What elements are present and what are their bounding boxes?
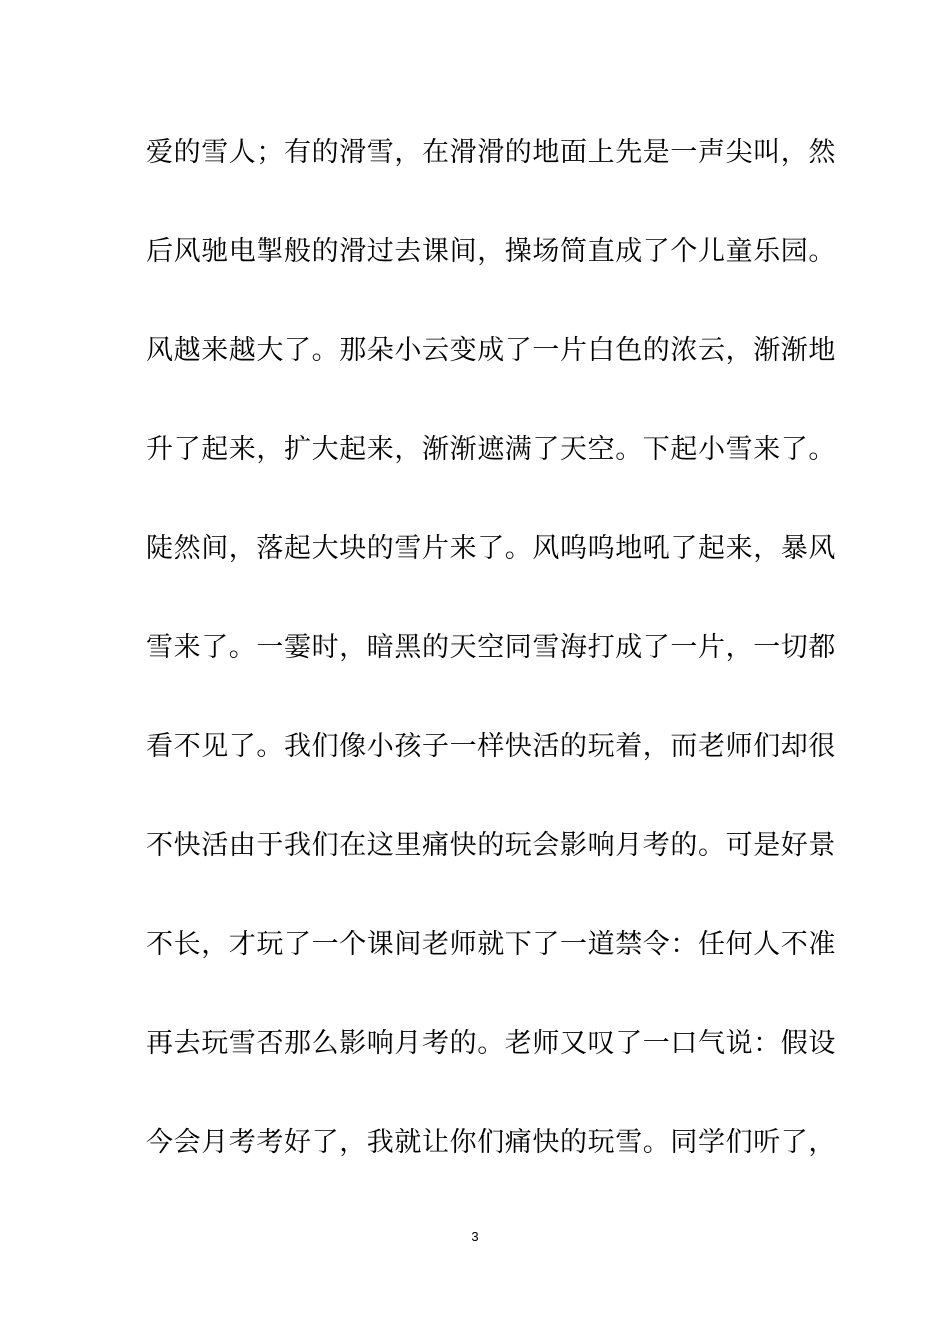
text-line-2: 后风驰电掣般的滑过去课间，操场简直成了个儿童乐园。 xyxy=(146,236,836,267)
text-line-4: 升了起来，扩大起来，渐渐遮满了天空。下起小雪来了。 xyxy=(146,434,836,465)
text-line-5: 陡然间，落起大块的雪片来了。风呜呜地吼了起来，暴风 xyxy=(146,533,836,564)
text-line-1: 爱的雪人；有的滑雪，在滑滑的地面上先是一声尖叫，然 xyxy=(146,137,836,168)
text-line-6: 雪来了。一霎时，暗黑的天空同雪海打成了一片，一切都 xyxy=(146,632,836,663)
text-line-3: 风越来越大了。那朵小云变成了一片白色的浓云，渐渐地 xyxy=(146,335,836,366)
text-line-10: 再去玩雪否那么影响月考的。老师又叹了一口气说：假设 xyxy=(146,1028,836,1059)
text-line-7: 看不见了。我们像小孩子一样快活的玩着，而老师们却很 xyxy=(146,731,836,762)
page-number: 3 xyxy=(471,1229,479,1244)
text-line-11: 今会月考考好了，我就让你们痛快的玩雪。同学们听了， xyxy=(146,1127,836,1158)
text-line-8: 不快活由于我们在这里痛快的玩会影响月考的。可是好景 xyxy=(146,830,836,861)
text-line-9: 不长，才玩了一个课间老师就下了一道禁令：任何人不准 xyxy=(146,929,836,960)
